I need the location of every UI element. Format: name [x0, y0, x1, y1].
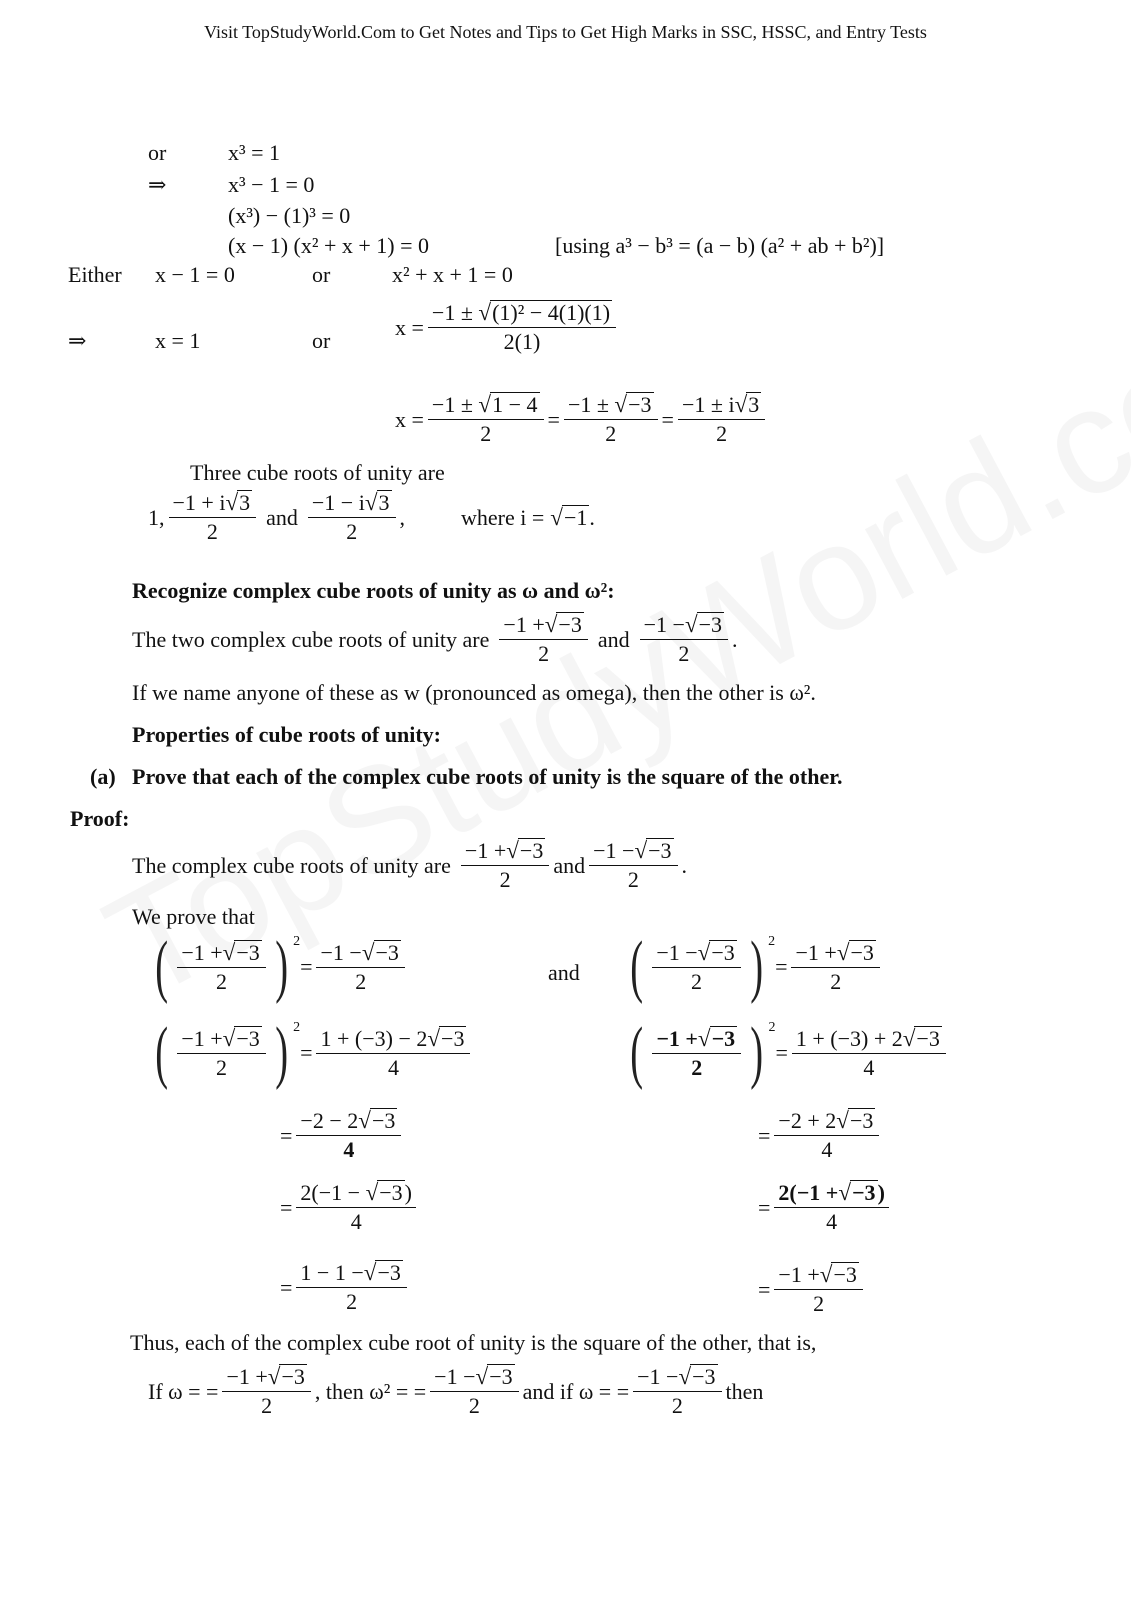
property-a-text: Prove that each of the complex cube roots of unity is the square of the other. [132, 764, 843, 789]
right-step-3: = −1 + √ −3 2 [758, 1262, 867, 1317]
properties-heading: Properties of cube roots of unity: [132, 722, 441, 747]
equation-line-2: x³ − 1 = 0 [228, 172, 315, 197]
equation-line-3: (x³) − (1)³ = 0 [228, 203, 351, 228]
left-step-3: = 1 − 1 − √ −3 2 [280, 1260, 411, 1315]
implies-symbol-2: ⇒ [68, 328, 87, 353]
x-equals-one: x = 1 [155, 328, 201, 353]
claim-and: and [548, 960, 580, 985]
left-expansion: ( −1 + √ −3 2 ) 2 = 1 + (−3) − 2 √ −3 4 [150, 1018, 474, 1088]
right-step-2: = 2(−1 + √ −3 ) 4 [758, 1180, 893, 1235]
page-header: Visit TopStudyWorld.Com to Get Notes and Tips to Get High Marks in SSC, HSSC, and Entry Tests [204, 22, 927, 42]
we-prove-text: We prove that [132, 904, 255, 929]
roots-simplification: x = −1 ± √ 1 − 4 2 = −1 ± √ −3 2 = −1 ± i √ 3 2 [395, 392, 769, 447]
quadratic-fraction: −1 ± √ (1)² − 4(1)(1) 2(1) [428, 300, 616, 355]
factor-1: x − 1 = 0 [155, 262, 235, 287]
equation-line-1: x³ = 1 [228, 140, 281, 165]
recognize-text: The two complex cube roots of unity are −1 + √ −3 2 and −1 − √ −3 2 . [132, 611, 738, 666]
right-step-1: = −2 + 2 √ −3 4 [758, 1108, 883, 1163]
equation-line-4: (x − 1) (x² + x + 1) = 0 [228, 233, 430, 258]
or-label: or [148, 140, 167, 165]
claim-left: ( −1 + √ −3 2 ) 2 = −1 − √ −3 2 [150, 932, 409, 1002]
conclusion-text: Thus, each of the complex cube root of unity is the square of the other, that is, [130, 1330, 817, 1355]
property-a-label: (a) [90, 764, 116, 789]
quadratic-formula [395, 300, 620, 355]
x-equals-label: x = [395, 314, 424, 340]
left-step-2: = 2(−1 − √ −3 ) 4 [280, 1180, 420, 1235]
conclusion-equation: If ω = = −1 + √ −3 2 , then ω² = = −1 − √ −3 2 and if ω = = −1 − √ −3 2 then [148, 1363, 764, 1418]
right-expansion: ( −1 + √ −3 2 ) 2 = 1 + (−3) + 2 √ −3 4 [625, 1018, 950, 1088]
factor-2: x² + x + 1 = 0 [392, 262, 513, 287]
proof-roots-text: The complex cube roots of unity are −1 + √ −3 2 and −1 − √ −3 2 . [132, 837, 688, 892]
claim-right: ( −1 − √ −3 2 ) 2 = −1 + √ −3 2 [625, 932, 884, 1002]
omega-naming-text: If we name anyone of these as w (pronounced as omega), then the other is ω². [132, 680, 816, 705]
implies-symbol: ⇒ [148, 172, 167, 197]
three-roots-text: Three cube roots of unity are [190, 460, 445, 485]
or-label-3: or [312, 328, 331, 353]
or-label-2: or [312, 262, 331, 287]
identity-note: [using a³ − b³ = (a − b) (a² + ab + b²)] [555, 233, 885, 258]
recognize-heading: Recognize complex cube roots of unity as ω and ω²: [132, 578, 615, 603]
either-label: Either [68, 262, 122, 287]
left-step-1: = −2 − 2 √ −3 4 [280, 1108, 405, 1163]
proof-label: Proof: [70, 806, 130, 831]
three-roots-list: 1, −1 + i √ 3 2 and −1 − i √ 3 2 , where i = √ −1 . [148, 489, 595, 544]
